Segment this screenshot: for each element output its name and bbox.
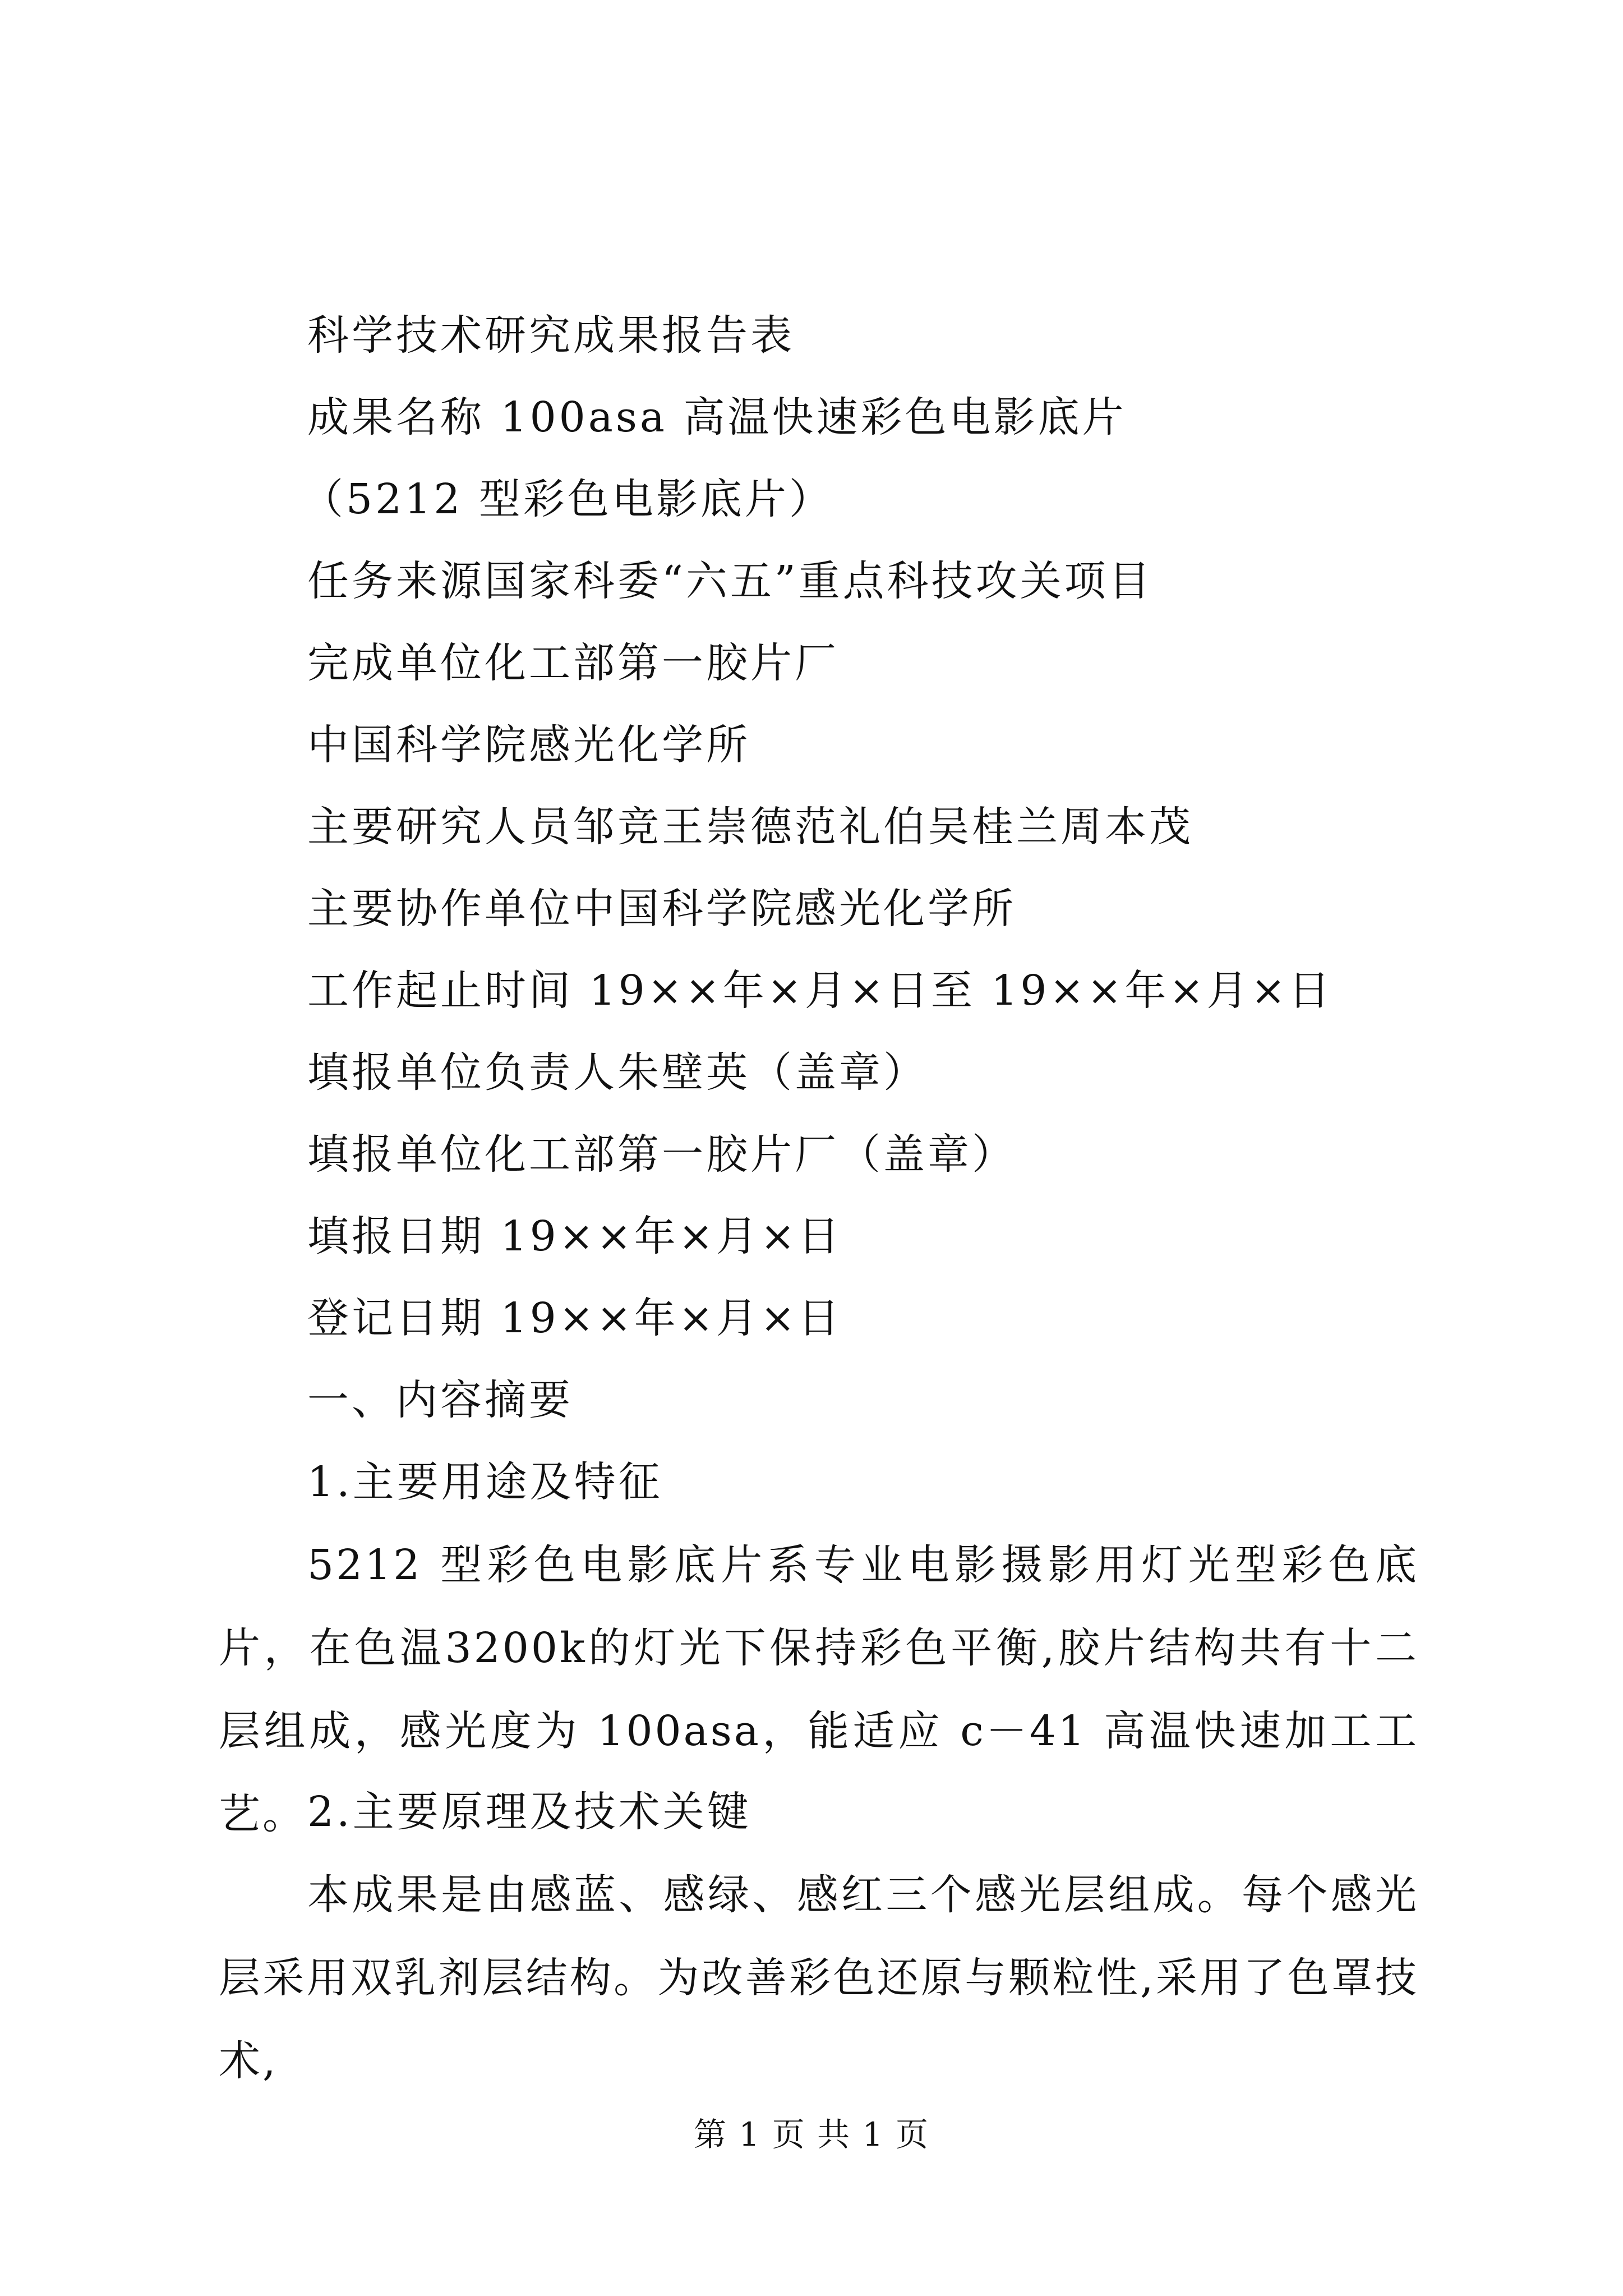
- report-date: 填报日期 19××年×月×日: [307, 1212, 842, 1260]
- subheading-usage: 1.主要用途及特征: [307, 1458, 663, 1506]
- page-footer: 第 1 页 共 1 页: [694, 2115, 929, 2154]
- subheading-principles: 2.主要原理及技术关键: [307, 1788, 751, 1836]
- main-researchers: 主要研究人员邹竞王崇德范礼伯吴桂兰周本茂: [307, 803, 1193, 851]
- work-period: 工作起止时间 19××年×月×日至 19××年×月×日: [307, 967, 1333, 1015]
- usage-paragraph: 5212 型彩色电影底片系专业电影摄影用灯光型彩色底片，在色温3200k的灯光下保持彩色平衡,胶片结构共有十二层组成，感光度为 100asa，能适应 c－41 高温快速加工工艺。: [219, 1541, 1419, 1838]
- reporting-unit: 填报单位化工部第一胶片厂（盖章）: [307, 1130, 1016, 1179]
- cooperating-unit: 主要协作单位中国科学院感光化学所: [307, 885, 1016, 933]
- completing-unit: 完成单位化工部第一胶片厂: [307, 639, 839, 687]
- unit-responsible-person: 填报单位负责人朱壁英（盖章）: [307, 1048, 928, 1097]
- achievement-model: （5212 型彩色电影底片）: [302, 475, 833, 523]
- completing-unit-2: 中国科学院感光化学所: [307, 721, 750, 769]
- report-title: 科学技术研究成果报告表: [307, 311, 795, 360]
- section-heading-summary: 一、内容摘要: [307, 1376, 573, 1424]
- principles-paragraph: 本成果是由感蓝、感绿、感红三个感光层组成。每个感光层采用双乳剂层结构。为改善彩色还原与颗粒性,采用了色罩技术,: [219, 1871, 1419, 2085]
- achievement-name: 成果名称 100asa 高温快速彩色电影底片: [307, 393, 1127, 441]
- registration-date: 登记日期 19××年×月×日: [307, 1294, 842, 1342]
- task-source: 任务来源国家科委“六五”重点科技攻关项目: [307, 557, 1153, 605]
